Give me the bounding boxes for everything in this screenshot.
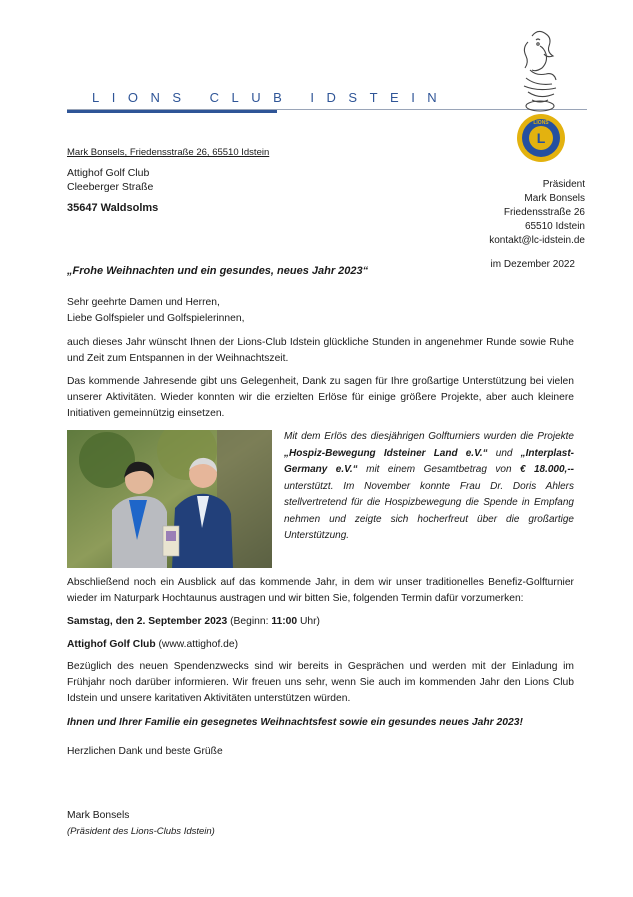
- event-venue-url: (www.attighof.de): [155, 639, 239, 650]
- project-interplast: „Interplast-Germany e.V.“: [284, 447, 574, 475]
- event-time: 11:00: [271, 616, 298, 627]
- letter-date: im Dezember 2022: [490, 259, 575, 270]
- recipient-line2: Cleeberger Straße: [67, 181, 154, 193]
- signature-block: [67, 808, 574, 840]
- recipient-zip-city: 35647 Waldsolms: [67, 202, 159, 214]
- paragraph-2: Das kommende Jahresende gibt uns Gelegenheit, Dank zu sagen für Ihre großartige Unterstützung bei vielen unserer Aktivitäten. Wieder konnten wir die erzielten Erlöse für einige größere Projekte, aber auch kleinere Initiativen gemeinnützig einsetzen.: [67, 376, 574, 419]
- president-street: Friedensstraße 26: [503, 207, 585, 218]
- president-role: Präsident: [542, 179, 585, 190]
- paragraph-4: Bezüglich des neuen Spendenzwecks sind wir bereits in Gesprächen und werden mit der Einladung im Frühjahr noch darüber informieren. Wir freuen uns sehr, wenn Sie auch im kommenden Jahr den Lions Club Idstein und unsere karitativen Aktivitäten unterstützen würden.: [67, 661, 574, 704]
- letterhead-title: LIONS CLUB IDSTEIN: [92, 90, 450, 105]
- event-begin-pre: (Beginn:: [227, 616, 272, 627]
- recipient-address: [67, 166, 153, 194]
- lion-crest-icon: [510, 26, 570, 114]
- salutation-line2: Liebe Golfspieler und Golfspielerinnen,: [67, 313, 245, 324]
- donation-amount: € 18.000,--: [519, 464, 574, 475]
- paragraph-3: Abschließend noch ein Ausblick auf das kommende Jahr, in dem wir unser traditionelles Benefiz-Golfturnier wieder im Naturpark Hochtaunus austragen und wir bitten Sie, folgenden Termin dafür vorzumerken:: [67, 577, 574, 604]
- photo-text-1: Mit dem Erlös des diesjährigen Golfturniers wurden die Projekte: [284, 431, 574, 442]
- holiday-wish: Ihnen und Ihrer Familie ein gesegnetes Weihnachtsfest sowie ein gesundes neues Jahr 2023!: [67, 717, 523, 728]
- letter-subject: „Frohe Weihnachten und ein gesundes, neues Jahr 2023“: [67, 265, 369, 277]
- president-block: [489, 178, 585, 248]
- photo-description: [284, 429, 574, 545]
- event-venue-line: [67, 637, 574, 653]
- event-date: Samstag, den 2. September 2023: [67, 616, 228, 627]
- salutation: [67, 295, 574, 327]
- president-email: kontakt@lc-idstein.de: [489, 235, 585, 246]
- event-begin-post: Uhr): [297, 616, 320, 627]
- svg-text:LIONS: LIONS: [533, 120, 549, 126]
- signature-name: Mark Bonsels: [67, 810, 130, 821]
- president-name: Mark Bonsels: [524, 193, 585, 204]
- salutation-line1: Sehr geehrte Damen und Herren,: [67, 297, 220, 308]
- photo-text-3: mit einem Gesamtbetrag von: [357, 464, 520, 475]
- recipient-line1: Attighof Golf Club: [67, 167, 150, 179]
- president-city: 65510 Idstein: [524, 221, 585, 232]
- paragraph-1: auch dieses Jahr wünscht Ihnen der Lions-Club Idstein glückliche Stunden in angenehmer Runde sowie Ruhe und Zeit zum Entspannen in der Weihnachtszeit.: [67, 337, 574, 364]
- project-hospiz: „Hospiz-Bewegung Idsteiner Land e.V.“: [284, 447, 488, 459]
- event-date-line: [67, 614, 574, 630]
- closing-line: Herzlichen Dank und beste Grüße: [67, 746, 223, 757]
- header-rule-accent: [67, 110, 277, 113]
- svg-text:L: L: [536, 130, 546, 146]
- donation-photo: [67, 430, 272, 568]
- photo-text-2: und: [487, 447, 521, 459]
- signature-title: (Präsident des Lions-Clubs Idstein): [67, 826, 215, 837]
- lions-logo-icon: [516, 113, 566, 163]
- event-venue: Attighof Golf Club: [67, 639, 156, 650]
- photo-text-4: unterstützt. Im November konnte Frau Dr. Doris Ahlers stellvertretend für die Hospizbewegung die Spende in Empfang nehmen und zeigte sich hocherfreut über die großartige Unterstützung.: [284, 480, 574, 541]
- sender-line: Mark Bonsels, Friedensstraße 26, 65510 Idstein: [67, 147, 270, 158]
